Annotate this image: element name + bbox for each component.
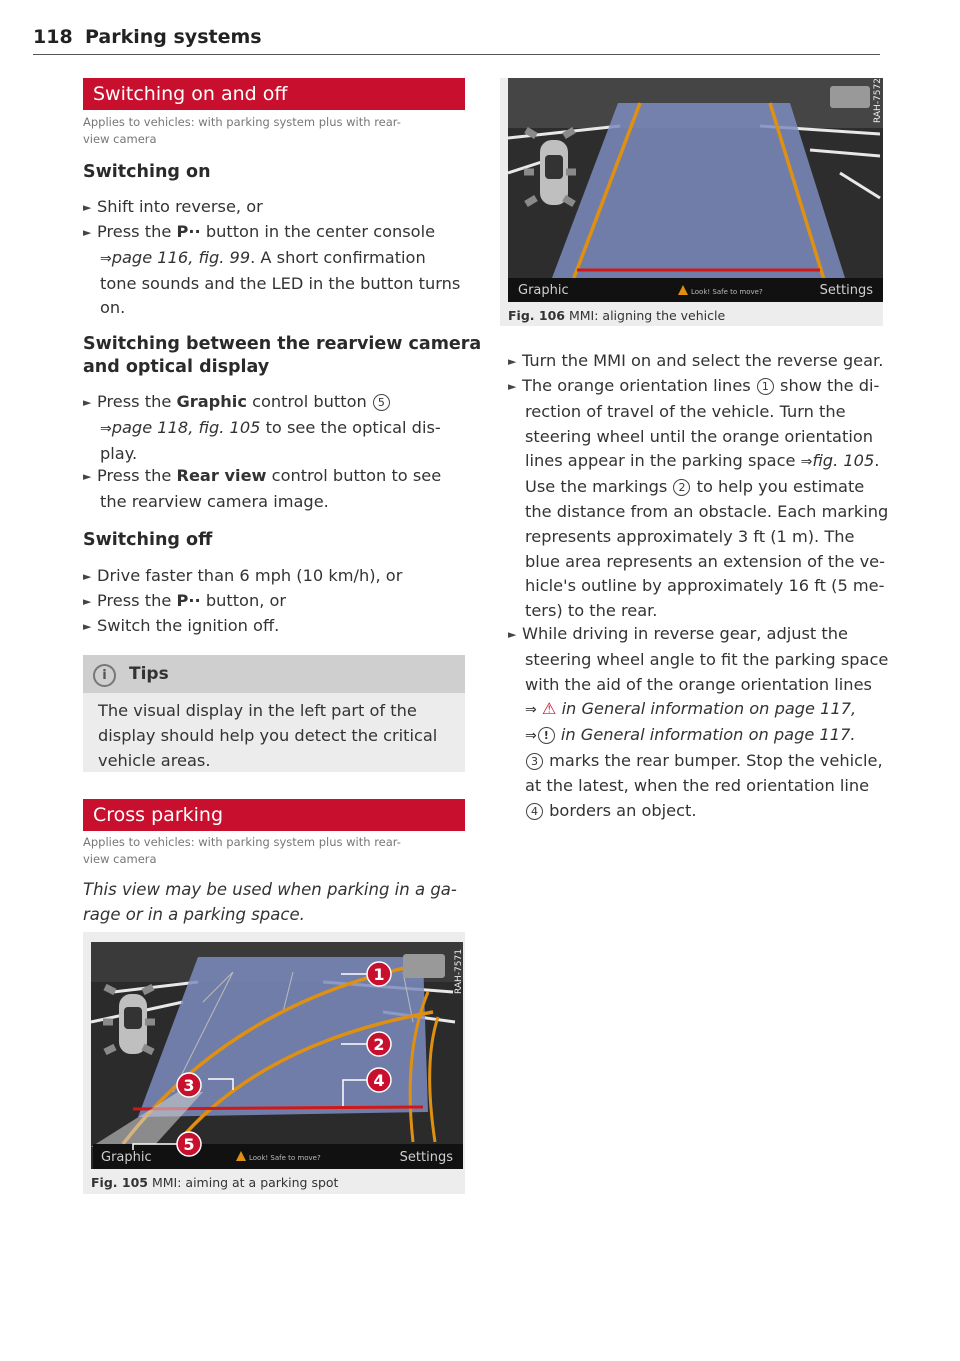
camera-switch-icon bbox=[830, 86, 870, 108]
settings-button[interactable]: Settings bbox=[819, 283, 873, 298]
bullet-drive-faster: ► Drive faster than 6 mph (10 km/h), or bbox=[83, 566, 403, 585]
warning-triangle-icon: ⚠ bbox=[541, 699, 557, 719]
bullet-turn-on-mmi: ► Turn the MMI on and select the reverse gear. bbox=[508, 351, 884, 370]
heading-switching-off: Switching off bbox=[83, 530, 213, 550]
tips-text bbox=[98, 699, 458, 773]
graphic-button[interactable]: Graphic bbox=[101, 1150, 152, 1165]
camera-display-cross bbox=[83, 932, 465, 1172]
bullet-text: on. bbox=[100, 298, 126, 318]
caption-text: MMI: aligning the vehicle bbox=[568, 308, 726, 323]
tips-line: The visual display in the left part of the bbox=[98, 701, 417, 720]
bullet-reverse-driving: ► While driving in reverse gear, adjust the steering wheel angle to fit the parking space with the aid of the orange orientation lines ⇒ ⚠ in General information on page 117, ⇒ ! in General information on page 117. 3 marks the rear bumper. Stop the vehicle, at the latest, when the red orientation line 4 borders an object. bbox=[508, 622, 893, 823]
cross-reference[interactable]: in General information on page 117. bbox=[560, 725, 856, 745]
bullet-text: ters) to the rear. bbox=[525, 601, 658, 621]
caution-icon: ! bbox=[538, 727, 555, 744]
bullet-orange-lines: ► The orange orientation lines 1 show the di- rection of travel of the vehicle. Turn the steering wheel until the orange orientation lines appear in the parking space ⇒fig. 105. Use the markings 2 to help you estimate the distance from an obstacle. Each marking represents approximately 3 ft (1 m). The blue area represents an extension of the ve- hicle's outline by approximately 16 ft (5 me- ters) to the rear. bbox=[508, 374, 893, 624]
figure-caption bbox=[91, 1175, 338, 1190]
bullet-text: rection of travel of the vehicle. Turn the bbox=[525, 401, 846, 421]
tips-box bbox=[83, 655, 465, 772]
parking-button-icon: P·· bbox=[176, 222, 201, 241]
warning-text: Look! Safe to move? bbox=[249, 1154, 321, 1162]
arrow-ref-icon: ⇒ bbox=[800, 454, 813, 471]
bullet-text: . bbox=[874, 451, 880, 471]
callout-number: 2 bbox=[373, 1035, 385, 1054]
bullet-text: button, or bbox=[205, 591, 287, 610]
applies-note bbox=[83, 834, 401, 868]
bullet-press-button-off: ► Press the P·· button, or bbox=[83, 591, 287, 610]
applies-line: view camera bbox=[83, 132, 157, 146]
bullet-text: lines appear in the parking space bbox=[525, 451, 796, 471]
chapter-title: Parking systems bbox=[85, 26, 262, 48]
camera-display-align bbox=[500, 78, 883, 304]
figure-105 bbox=[83, 932, 465, 1194]
applies-note bbox=[83, 114, 401, 148]
applies-line: Applies to vehicles: with parking system plus with rear- bbox=[83, 115, 401, 129]
figure-code: RAH-7572 bbox=[873, 78, 883, 123]
camera-switch-icon bbox=[403, 954, 445, 978]
bullet-text: play. bbox=[100, 443, 138, 463]
bullet-text: button in the center console bbox=[205, 222, 436, 241]
callout-number: 1 bbox=[373, 965, 385, 984]
heading-switching-on: Switching on bbox=[83, 162, 211, 182]
settings-button[interactable]: Settings bbox=[399, 1150, 453, 1165]
callout-number: 5 bbox=[373, 394, 390, 411]
tips-line: display should help you detect the critical bbox=[98, 725, 438, 745]
bullet-text: tone sounds and the LED in the button turns bbox=[100, 273, 461, 293]
page-number: 118 bbox=[33, 26, 73, 48]
callout-number: 2 bbox=[673, 479, 690, 496]
cross-reference[interactable]: in General information on page 117, bbox=[561, 699, 857, 719]
bullet-text: Use the markings bbox=[525, 477, 668, 497]
bullet-graphic: ► Press the Graphic control button 5 ⇒page 118, fig. 105 to see the optical dis- play. bbox=[83, 390, 468, 466]
callout-number: 1 bbox=[757, 378, 774, 395]
tips-title: Tips bbox=[129, 664, 169, 684]
arrow-ref-icon: ⇒ bbox=[525, 728, 537, 745]
bullet-text: The orange orientation lines bbox=[522, 376, 751, 395]
bullet-text: control button bbox=[252, 392, 367, 411]
figure-label: Fig. 105 bbox=[91, 1175, 148, 1190]
bullet-text: to help you estimate bbox=[696, 477, 865, 497]
bullet-text: Shift into reverse, or bbox=[97, 197, 263, 216]
bullet-text: Press the bbox=[97, 591, 172, 610]
graphic-button[interactable]: Graphic bbox=[518, 283, 569, 298]
applies-line: Applies to vehicles: with parking system plus with rear- bbox=[83, 835, 401, 849]
arrow-ref-icon: ⇒ bbox=[525, 702, 537, 719]
caption-text: MMI: aiming at a parking spot bbox=[151, 1175, 339, 1190]
cross-parking-intro bbox=[83, 878, 468, 928]
cross-reference[interactable]: fig. 105 bbox=[812, 451, 875, 471]
bullet-text: control button to see bbox=[271, 466, 442, 485]
bullet-press-button: ► Press the P·· button in the center console ⇒page 116, fig. 99. A short confirmation tone sounds and the LED in the button turns on. bbox=[83, 220, 468, 321]
cross-reference[interactable]: page 116, fig. 99 bbox=[111, 247, 251, 267]
bullet-text: Press the bbox=[97, 392, 172, 411]
bullet-text: show the di- bbox=[780, 376, 880, 395]
heading-line: and optical display bbox=[83, 357, 270, 377]
bullet-shift-reverse: ► Shift into reverse, or bbox=[83, 197, 263, 216]
bullet-text: borders an object. bbox=[549, 800, 697, 820]
section-title-cross-parking: Cross parking bbox=[83, 799, 465, 831]
bullet-text: to see the optical dis- bbox=[265, 417, 441, 437]
bullet-text: Drive faster than 6 mph (10 km/h), or bbox=[97, 566, 403, 585]
cross-reference[interactable]: page 118, fig. 105 bbox=[111, 417, 261, 437]
callout-number: 4 bbox=[526, 803, 543, 820]
heading-switching-between bbox=[83, 333, 481, 379]
bullet-text: with the aid of the orange orientation lines bbox=[525, 674, 872, 694]
callout-number: 4 bbox=[373, 1071, 385, 1090]
info-icon: i bbox=[93, 664, 116, 687]
page-header bbox=[33, 22, 880, 55]
bullet-text: Turn the MMI on and select the reverse gear. bbox=[522, 351, 884, 370]
figure-code: RAH-7571 bbox=[454, 949, 464, 994]
bullet-text: Switch the ignition off. bbox=[97, 616, 280, 635]
bullet-text: . A short confirmation bbox=[250, 247, 426, 267]
callout-number: 3 bbox=[183, 1076, 195, 1095]
bullet-text: the distance from an obstacle. Each marking bbox=[525, 501, 889, 521]
heading-line: Switching between the rearview camera bbox=[83, 334, 482, 354]
intro-line: rage or in a parking space. bbox=[83, 904, 305, 924]
rear-view-label: Rear view bbox=[176, 466, 267, 485]
bullet-text: represents approximately 3 ft (1 m). The bbox=[525, 526, 855, 546]
callout-number: 5 bbox=[183, 1135, 195, 1154]
bullet-text: While driving in reverse gear, adjust the bbox=[522, 624, 848, 643]
section-title-switching: Switching on and off bbox=[83, 78, 465, 110]
graphic-label: Graphic bbox=[176, 392, 247, 411]
arrow-ref-icon: ⇒ bbox=[100, 250, 112, 267]
arrow-ref-icon: ⇒ bbox=[100, 420, 112, 437]
bullet-text: the rearview camera image. bbox=[100, 491, 329, 511]
bullet-text: marks the rear bumper. Stop the vehicle, bbox=[549, 750, 883, 770]
intro-line: This view may be used when parking in a ga- bbox=[83, 880, 457, 899]
applies-line: view camera bbox=[83, 852, 157, 866]
bullet-rear-view: ► Press the Rear view control button to see the rearview camera image. bbox=[83, 464, 468, 515]
callout-number: 3 bbox=[526, 753, 543, 770]
figure-label: Fig. 106 bbox=[508, 308, 565, 323]
bullet-text: Press the bbox=[97, 222, 172, 241]
warning-text: Look! Safe to move? bbox=[691, 288, 763, 296]
figure-106 bbox=[500, 78, 883, 326]
bullet-text: blue area represents an extension of the ve- bbox=[525, 551, 885, 571]
parking-button-icon: P·· bbox=[176, 591, 201, 610]
bullet-text: Press the bbox=[97, 466, 172, 485]
bullet-text: at the latest, when the red orientation line bbox=[525, 775, 870, 795]
bullet-text: steering wheel until the orange orientation bbox=[525, 426, 873, 446]
figure-caption bbox=[508, 308, 725, 323]
bullet-ignition-off: ► Switch the ignition off. bbox=[83, 616, 280, 635]
bullet-text: steering wheel angle to fit the parking space bbox=[525, 649, 889, 669]
tips-line: vehicle areas. bbox=[98, 750, 211, 770]
bullet-text: hicle's outline by approximately 16 ft (5 me- bbox=[525, 576, 885, 596]
